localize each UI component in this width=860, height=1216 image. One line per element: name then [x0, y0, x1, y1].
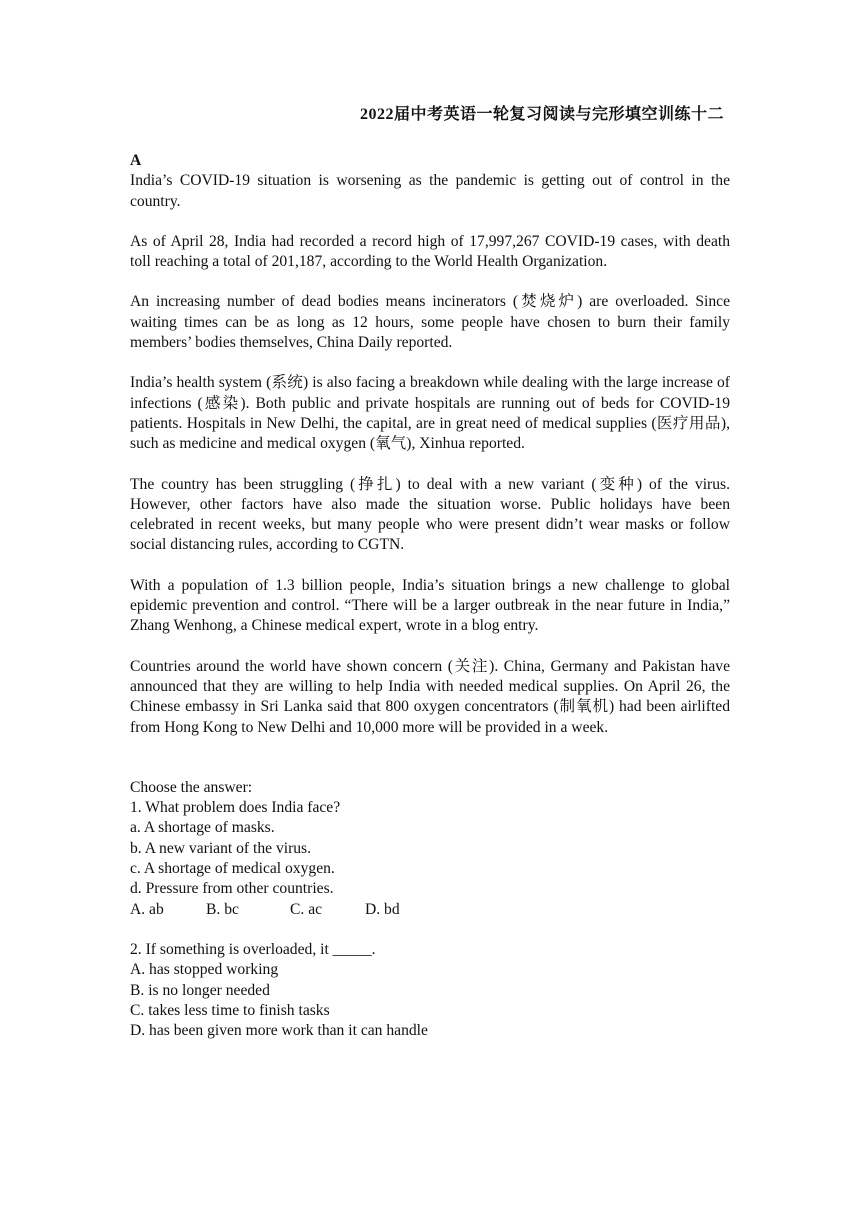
document-body [130, 151, 730, 1041]
answer-choice: A. ab [130, 900, 164, 918]
paragraph-5: The country has been struggling (挣扎) to deal with a new variant (变种) of the virus. However, other factors have also made the situation worse. Public holidays have been celebrated in recent weeks, but many people who were present didn’t wear masks or follow social distancing rules, according to CGTN. [130, 475, 730, 554]
instruction: Choose the answer: [130, 778, 253, 796]
paragraph-6: With a population of 1.3 billion people, India’s situation brings a new challenge to global epidemic prevention and control. “There will be a larger outbreak in the near future in India,” Zhang Wenhong, a Chinese medical expert, wrote in a blog entry. [130, 576, 730, 635]
question-1 [130, 798, 730, 920]
question-stem: 1. What problem does India face? [130, 799, 341, 817]
question-section [130, 778, 730, 1042]
paragraph-1: India’s COVID-19 situation is worsening as the pandemic is getting out of control in the country. [130, 172, 730, 210]
page-title: 2022届中考英语一轮复习阅读与完形填空训练十二 [359, 106, 724, 123]
question-item: d. Pressure from other countries. [130, 880, 334, 898]
question-2 [130, 940, 730, 1041]
question-item: C. takes less time to finish tasks [130, 1001, 330, 1019]
answer-choices [130, 900, 730, 920]
question-stem: 2. If something is overloaded, it _____. [130, 940, 376, 958]
question-item: c. A shortage of medical oxygen. [130, 860, 335, 878]
question-item: a. A shortage of masks. [130, 819, 275, 837]
question-item: B. is no longer needed [130, 981, 270, 999]
paragraph-7: Countries around the world have shown concern (关注). China, Germany and Pakistan have announced that they are willing to help India with needed medical supplies. On April 26, the Chinese embassy in Sri Lanka said that 800 oxygen concentrators (制氧机) had been airlifted from Hong Kong to New Delhi and 10,000 more will be provided in a week. [130, 657, 730, 736]
paragraph-2: As of April 28, India had recorded a record high of 17,997,267 COVID-19 cases, with death toll reaching a total of 201,187, according to the World Health Organization. [130, 232, 730, 271]
answer-choice: D. bd [365, 900, 400, 918]
section-label: A [130, 152, 142, 169]
answer-choice: B. bc [206, 900, 239, 918]
question-item: b. A new variant of the virus. [130, 839, 312, 857]
question-item: D. has been given more work than it can handle [130, 1022, 428, 1040]
paragraph-4: India’s health system (系统) is also facing a breakdown while dealing with the large increase of infections (感染). Both public and private hospitals are running out of beds for COVID-19 patients. Hospitals in New Delhi, the capital, are in great need of medical supplies (医疗用品), such as medicine and medical oxygen (氧气), Xinhua reported. [130, 374, 730, 453]
question-item: A. has stopped working [130, 961, 279, 979]
paragraph-3: An increasing number of dead bodies means incinerators (焚烧炉) are overloaded. Since waiting times can be as long as 12 hours, some people have chosen to burn their family members’ bodies themselves, China Daily reported. [130, 293, 730, 352]
answer-choice: C. ac [290, 900, 323, 918]
